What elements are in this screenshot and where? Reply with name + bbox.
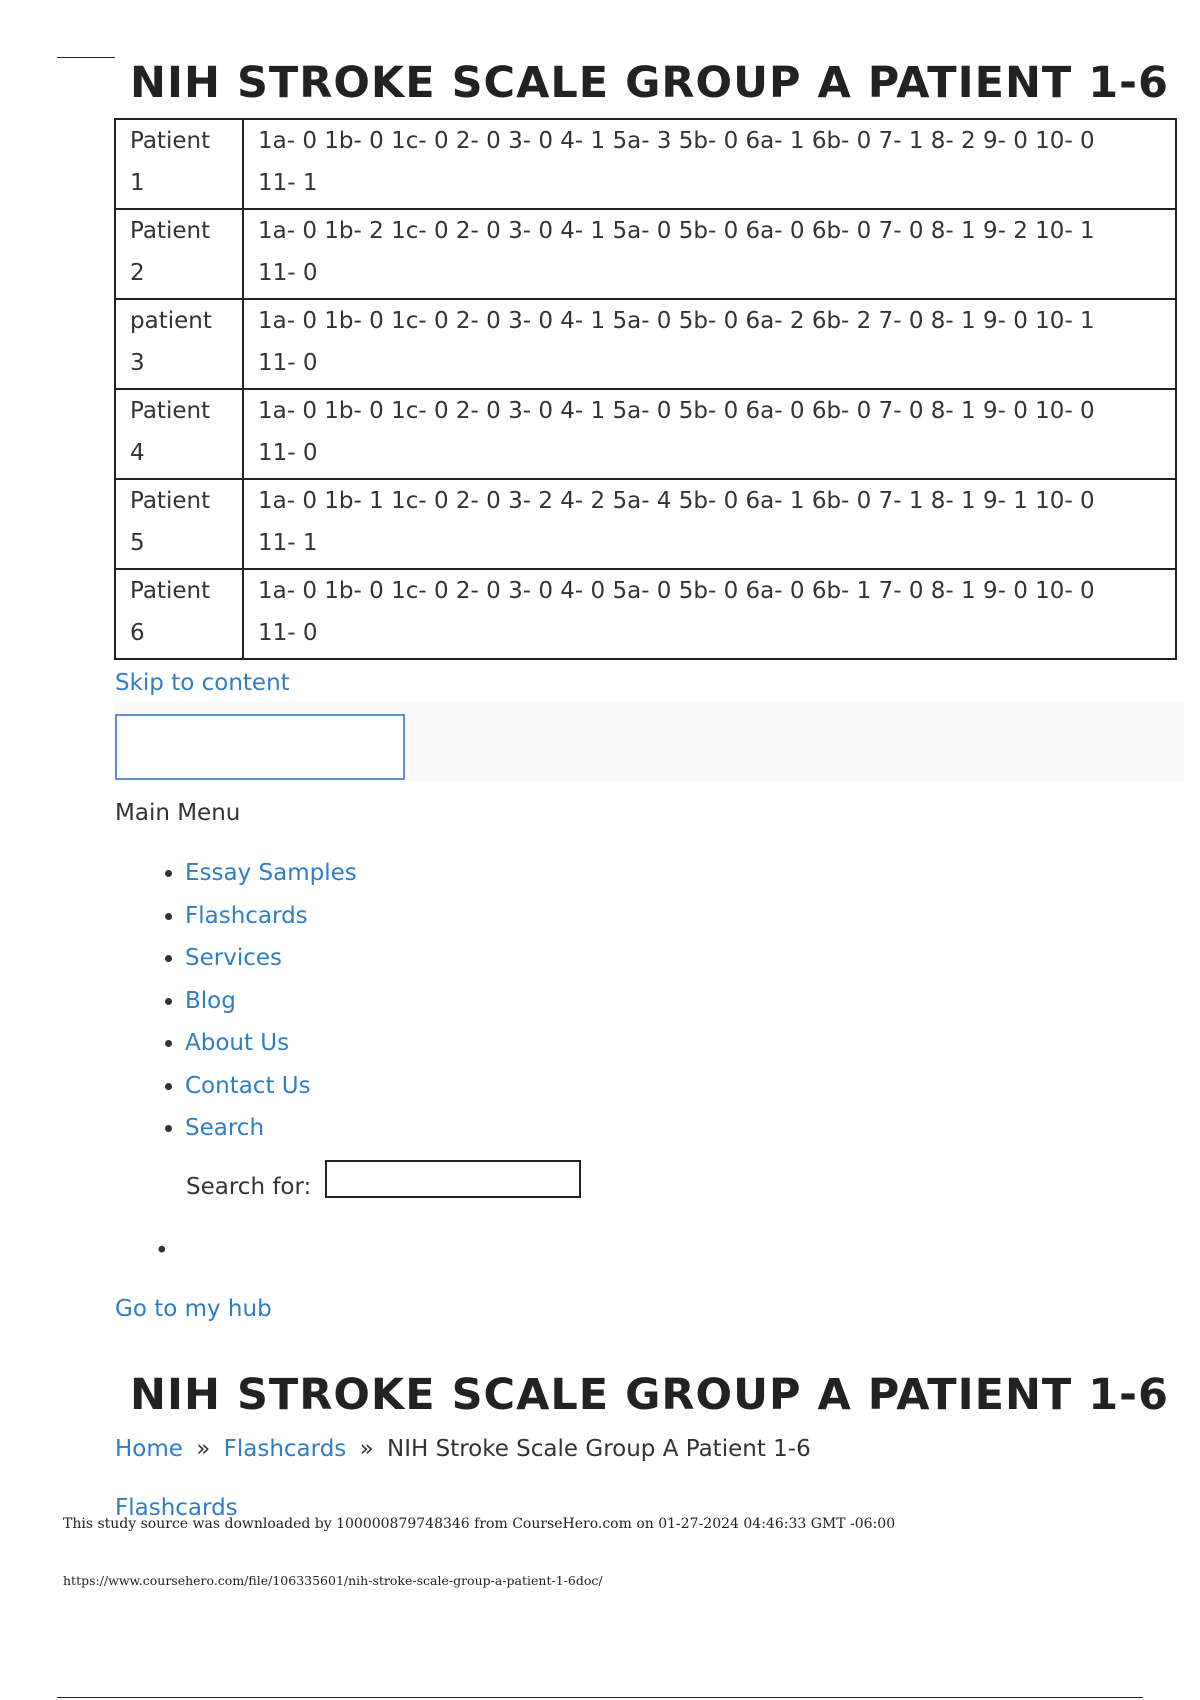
menu-link-flashcards[interactable]: Flashcards [185,902,308,929]
scores-line: 1a- 0 1b- 0 1c- 0 2- 0 3- 0 4- 1 5a- 0 5b- 0 6a- 2 6b- 2 7- 0 8- 1 9- 0 10- 1 [258,308,1095,334]
breadcrumb-flashcards-link[interactable]: Flashcards [223,1436,347,1462]
search-input[interactable] [325,1160,581,1198]
go-to-hub-link[interactable]: Go to my hub [115,1296,272,1322]
header-text-field[interactable] [115,714,405,780]
scores-line: 1a- 0 1b- 2 1c- 0 2- 0 3- 0 4- 1 5a- 0 5b- 0 6a- 0 6b- 0 7- 0 8- 1 9- 2 10- 1 [258,218,1095,244]
patient-scores [243,479,1176,569]
breadcrumb-current: NIH Stroke Scale Group A Patient 1-6 [386,1436,811,1462]
breadcrumb-home-link[interactable]: Home [115,1436,183,1462]
scores-line: 1a- 0 1b- 0 1c- 0 2- 0 3- 0 4- 1 5a- 0 5b- 0 6a- 0 6b- 0 7- 0 8- 1 9- 0 10- 0 [258,398,1095,424]
scores-line: 11- 0 [258,620,318,646]
scores-line: 1a- 0 1b- 1 1c- 0 2- 0 3- 2 4- 2 5a- 4 5b- 0 6a- 1 6b- 0 7- 1 8- 1 9- 1 10- 0 [258,488,1095,514]
menu-link-search[interactable]: Search [185,1115,265,1141]
menu-link-about-us[interactable]: About Us [185,1030,290,1056]
table-row [115,479,1176,569]
page-title: NIH STROKE SCALE GROUP A PATIENT 1-6 [130,1370,1169,1420]
scores-line: 11- 0 [258,440,318,466]
document-title: NIH STROKE SCALE GROUP A PATIENT 1-6 [130,58,1169,108]
menu-item [185,937,357,980]
patient-scores [243,209,1176,299]
scores-table [114,118,1177,660]
patient-scores [243,569,1176,659]
patient-scores [243,119,1176,209]
menu-link-contact-us[interactable]: Contact Us [185,1072,311,1099]
menu-item [185,852,357,895]
scores-line: 11- 1 [258,170,318,196]
top-rule [57,57,115,58]
search-row [186,1168,581,1206]
scores-line: 11- 1 [258,530,318,556]
download-note: This study source was downloaded by 100000879748346 from CourseHero.com on 01-27-2024 04:46:33 GMT -06:00 [63,1516,896,1532]
patient-label: Patient 4 [115,389,243,479]
scores-line: 1a- 0 1b- 0 1c- 0 2- 0 3- 0 4- 1 5a- 3 5b- 0 6a- 1 6b- 0 7- 1 8- 2 9- 0 10- 0 [258,128,1095,154]
search-label: Search for: [186,1174,312,1200]
menu-link-blog[interactable]: Blog [185,987,236,1014]
patient-label: Patient 2 [115,209,243,299]
skip-to-content-link[interactable]: Skip to content [115,670,290,696]
patient-label: Patient 6 [115,569,243,659]
main-menu-label: Main Menu [115,800,241,826]
menu-item [185,1107,357,1150]
patient-label: Patient 5 [115,479,243,569]
table-row [115,299,1176,389]
empty-menu-bullet: • [155,1238,169,1264]
source-url: https://www.coursehero.com/file/106335601/nih-stroke-scale-group-a-patient-1-6doc/ [63,1573,603,1588]
table-row [115,119,1176,209]
patient-scores [243,389,1176,479]
scores-line: 11- 0 [258,350,318,376]
menu-link-services[interactable]: Services [185,945,282,971]
table-row [115,569,1176,659]
menu-item [185,980,357,1023]
main-menu [155,852,357,1150]
table-row [115,209,1176,299]
menu-item [185,1022,357,1065]
breadcrumb-separator: » [359,1436,374,1462]
bottom-rule [57,1697,1143,1698]
menu-item [185,895,357,938]
scores-line: 11- 0 [258,260,318,286]
menu-item [185,1065,357,1108]
patient-scores [243,299,1176,389]
table-row [115,389,1176,479]
patient-label: Patient 1 [115,119,243,209]
scores-line: 1a- 0 1b- 0 1c- 0 2- 0 3- 0 4- 0 5a- 0 5b- 0 6a- 0 6b- 1 7- 0 8- 1 9- 0 10- 0 [258,578,1095,604]
menu-link-essay-samples[interactable]: Essay Samples [185,860,357,886]
breadcrumb-separator: » [196,1436,211,1462]
category-flashcards-link[interactable]: Flashcards [115,1495,238,1521]
patient-label: patient 3 [115,299,243,389]
breadcrumb [115,1436,811,1462]
